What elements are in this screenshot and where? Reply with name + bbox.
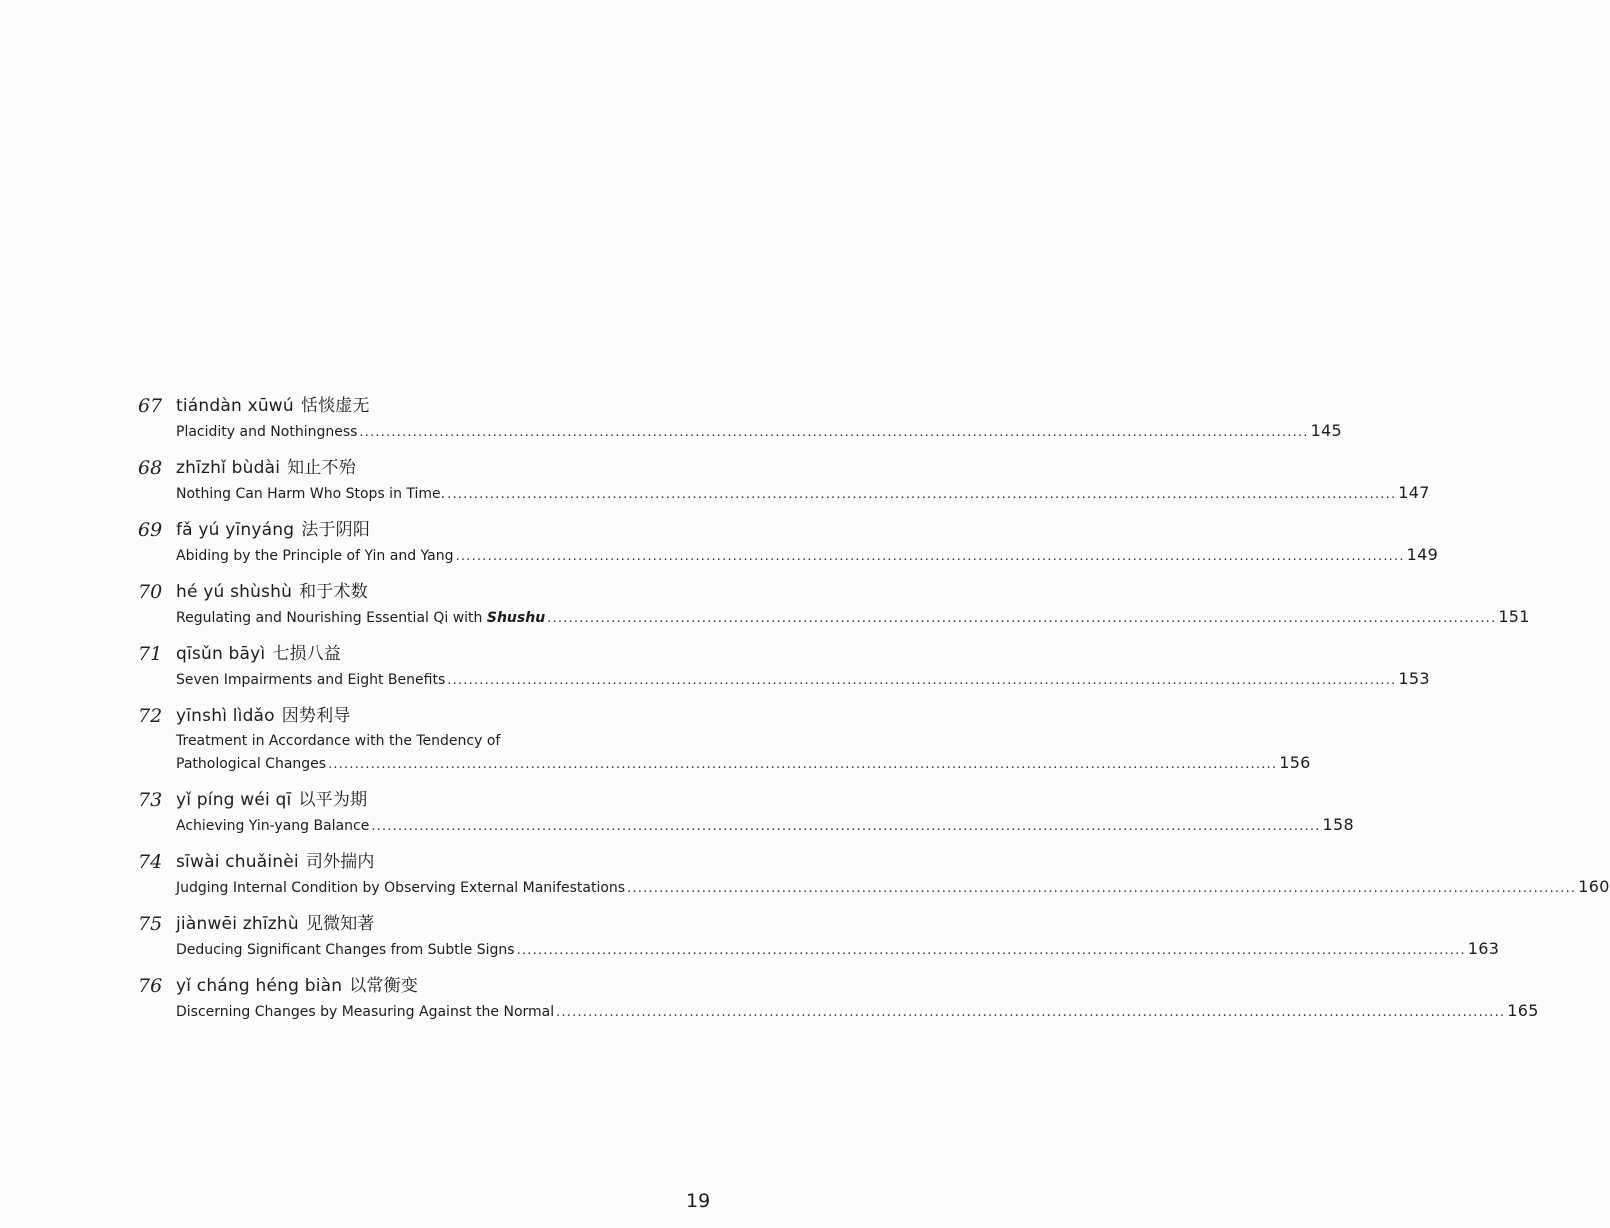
entry-chinese: 恬惔虚无 xyxy=(300,396,370,416)
entry-page-number: 163 xyxy=(1467,939,1500,958)
entry-chinese: 和于术数 xyxy=(299,582,368,602)
entry-title-line xyxy=(176,1000,1539,1024)
entry-title-line xyxy=(176,606,1530,630)
toc-entry-73[interactable] xyxy=(138,786,1354,838)
entry-chinese: 七损八益 xyxy=(272,644,342,664)
entry-number: 72 xyxy=(138,705,163,727)
entry-title-line xyxy=(176,876,1610,900)
entry-number: 69 xyxy=(138,519,163,541)
entry-number: 73 xyxy=(138,789,163,811)
entry-chinese: 以平为期 xyxy=(298,790,368,810)
entry-title-line xyxy=(176,420,1342,444)
toc-entry-70[interactable] xyxy=(138,578,1530,630)
entry-title-second-line: Pathological Changes xyxy=(176,756,327,772)
entry-heading xyxy=(176,516,1438,544)
dot-leader xyxy=(447,670,1396,692)
entry-title-line xyxy=(176,668,1430,692)
entry-pinyin: jiànwēi zhīzhù xyxy=(176,914,299,934)
toc-entry-74[interactable] xyxy=(138,848,1610,900)
entry-heading xyxy=(176,702,1311,730)
entry-number: 75 xyxy=(138,913,163,935)
entry-chinese: 知止不殆 xyxy=(287,458,356,478)
entry-title-emphasis: Shushu xyxy=(486,610,546,626)
entry-page-number: 156 xyxy=(1279,753,1311,772)
entry-heading xyxy=(176,910,1499,938)
entry-page-number: 165 xyxy=(1507,1001,1539,1020)
entry-heading xyxy=(176,972,1539,1000)
entry-chinese: 司外揣内 xyxy=(305,852,375,872)
table-of-contents xyxy=(138,392,1610,1034)
entry-pinyin: fǎ yú yīnyáng xyxy=(176,520,295,540)
toc-entry-75[interactable] xyxy=(138,910,1500,962)
entry-page-number: 160 xyxy=(1578,877,1610,896)
entry-pinyin: tiándàn xūwú xyxy=(176,396,294,416)
entry-chinese: 以常衡变 xyxy=(349,976,419,996)
toc-entry-68[interactable] xyxy=(138,454,1430,506)
entry-title-prefix: Regulating and Nourishing Essential Qi with xyxy=(176,610,487,626)
entry-title: Abiding by the Principle of Yin and Yang xyxy=(176,548,454,564)
dot-leader xyxy=(556,1002,1505,1024)
entry-number: 67 xyxy=(138,395,163,417)
entry-title xyxy=(176,607,545,629)
entry-pinyin: yǐ píng wéi qī xyxy=(176,790,292,810)
dot-leader xyxy=(547,608,1496,630)
dot-leader xyxy=(456,546,1405,568)
page-number: 19 xyxy=(686,1190,711,1212)
entry-title-line xyxy=(176,938,1499,962)
entry-title-line xyxy=(176,544,1438,568)
toc-entry-71[interactable] xyxy=(138,640,1430,692)
entry-title: Deducing Significant Changes from Subtle Signs xyxy=(176,942,515,958)
entry-page-number: 153 xyxy=(1398,669,1430,688)
entry-number: 70 xyxy=(138,581,163,603)
entry-heading xyxy=(176,786,1354,814)
entry-pinyin: yǐ cháng héng biàn xyxy=(176,976,343,996)
dot-leader xyxy=(328,754,1277,776)
entry-page-number: 158 xyxy=(1322,815,1354,834)
entry-title-line xyxy=(176,814,1354,838)
toc-entry-67[interactable] xyxy=(138,392,1343,444)
entry-pinyin: zhīzhǐ bùdài xyxy=(176,458,281,478)
dot-leader xyxy=(627,878,1576,900)
dot-leader xyxy=(359,422,1308,444)
entry-chinese: 法于阴阳 xyxy=(301,520,371,540)
entry-pinyin: qīsǔn bāyì xyxy=(176,644,266,664)
entry-pinyin: hé yú shùshù xyxy=(176,582,293,602)
entry-chinese: 见微知著 xyxy=(305,914,375,934)
toc-entry-76[interactable] xyxy=(138,972,1539,1024)
dot-leader xyxy=(371,816,1320,838)
entry-title: Judging Internal Condition by Observing External Manifestations xyxy=(176,880,626,896)
entry-heading xyxy=(176,454,1430,482)
toc-entry-69[interactable] xyxy=(138,516,1439,568)
entry-title: Nothing Can Harm Who Stops in Time. xyxy=(176,486,446,502)
entry-title-first-line: Treatment in Accordance with the Tendency of xyxy=(176,733,501,749)
entry-title: Placidity and Nothingness xyxy=(176,424,358,440)
entry-title: Discerning Changes by Measuring Against the Normal xyxy=(176,1004,555,1020)
entry-title-line xyxy=(176,482,1430,506)
entry-heading xyxy=(176,640,1430,668)
entry-number: 74 xyxy=(138,851,163,873)
entry-title-line xyxy=(176,752,1311,776)
entry-number: 71 xyxy=(138,643,163,665)
entry-page-number: 151 xyxy=(1498,607,1530,626)
entry-pinyin: sīwài chuǎinèi xyxy=(176,852,299,872)
entry-number: 76 xyxy=(138,975,163,997)
entry-pinyin: yīnshì lìdǎo xyxy=(176,706,275,726)
entry-title: Achieving Yin-yang Balance xyxy=(176,818,370,834)
toc-entry-72[interactable] xyxy=(138,702,1311,776)
dot-leader xyxy=(447,484,1396,506)
entry-chinese: 因势利导 xyxy=(281,706,351,726)
entry-page-number: 149 xyxy=(1406,545,1439,564)
entry-number: 68 xyxy=(138,457,163,479)
entry-page-number: 145 xyxy=(1310,421,1343,440)
entry-title: Seven Impairments and Eight Benefits xyxy=(176,672,446,688)
dot-leader xyxy=(517,940,1466,962)
entry-heading xyxy=(176,848,1610,876)
entry-heading xyxy=(176,578,1530,606)
entry-page-number: 147 xyxy=(1398,483,1430,502)
entry-heading xyxy=(176,392,1342,420)
